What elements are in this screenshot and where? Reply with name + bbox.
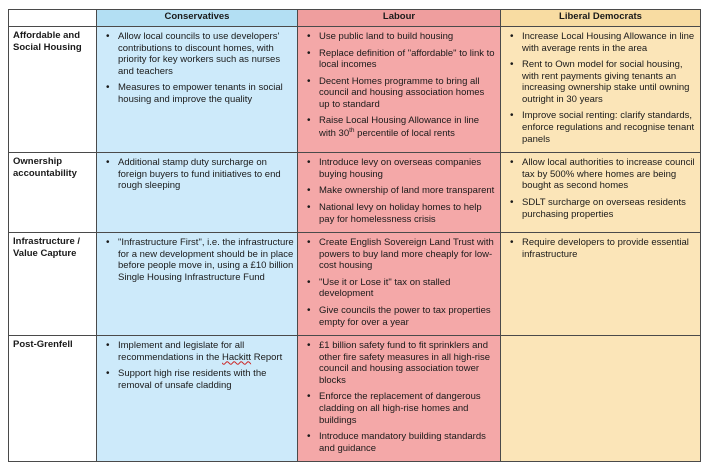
conservatives-cell bbox=[97, 27, 298, 153]
policy-item: • Create English Sovereign Land Trust with powers to buy land more cheaply for low-cost housing bbox=[301, 237, 497, 272]
labour-cell bbox=[298, 336, 501, 462]
policy-item bbox=[301, 115, 497, 139]
policy-item bbox=[100, 340, 294, 363]
policy-item: • £1 billion safety fund to fit sprinklers and other fire safety measures in all high-rise council and housing association tower blocks bbox=[301, 340, 497, 386]
policy-item: • Make ownership of land more transparent bbox=[301, 185, 497, 197]
libdems-cell-empty bbox=[501, 336, 701, 462]
policy-text: percentile of local rents bbox=[354, 128, 455, 140]
policy-item: • Measures to empower tenants in social housing and improve the quality bbox=[100, 82, 294, 105]
row-label: Infrastructure / Value Capture bbox=[9, 233, 97, 336]
policy-item: • Support high rise residents with the removal of unsafe cladding bbox=[100, 368, 294, 391]
policy-text: Raise Local Housing Allowance in line with 30 bbox=[319, 115, 480, 140]
policy-item: • Increase Local Housing Allowance in line with average rents in the area bbox=[504, 31, 697, 54]
labour-cell bbox=[298, 153, 501, 233]
policy-item: • Rent to Own model for social housing, with rent payments giving tenants an increasing ownership stake until owning outright in 30 years bbox=[504, 59, 697, 105]
policy-item: • SDLT surcharge on overseas residents purchasing properties bbox=[504, 197, 697, 220]
conservatives-cell bbox=[97, 153, 298, 233]
policy-text: Implement and legislate for all recommendations in the bbox=[118, 340, 245, 363]
row-label: Ownership accountability bbox=[9, 153, 97, 233]
row-label: Post-Grenfell bbox=[9, 336, 97, 462]
row-affordable-social-housing bbox=[9, 27, 701, 153]
header-conservatives: Conservatives bbox=[97, 10, 298, 27]
libdems-cell bbox=[501, 233, 701, 336]
policy-item: • Require developers to provide essential infrastructure bbox=[504, 237, 697, 260]
header-row bbox=[9, 10, 701, 27]
housing-policy-comparison-table bbox=[8, 9, 701, 462]
policy-item: • Use public land to build housing bbox=[301, 31, 497, 43]
policy-item: • Introduce mandatory building standards and guidance bbox=[301, 431, 497, 454]
policy-item: • Introduce levy on overseas companies buying housing bbox=[301, 157, 497, 180]
corner-cell bbox=[9, 10, 97, 27]
row-label: Affordable and Social Housing bbox=[9, 27, 97, 153]
policy-item: • Enforce the replacement of dangerous cladding on all high-rise homes and buildings bbox=[301, 391, 497, 426]
policy-item: • Replace definition of "affordable" to link to local incomes bbox=[301, 48, 497, 71]
conservatives-cell bbox=[97, 336, 298, 462]
row-post-grenfell bbox=[9, 336, 701, 462]
spellcheck-marked-word: Hackitt bbox=[222, 351, 252, 363]
policy-text: Report bbox=[251, 351, 283, 363]
policy-item: • National levy on holiday homes to help pay for homelessness crisis bbox=[301, 202, 497, 225]
labour-cell bbox=[298, 233, 501, 336]
policy-item: • Give councils the power to tax properties empty for over a year bbox=[301, 305, 497, 328]
policy-item: • Improve social renting: clarify standards, enforce regulations and recognise tenant panels bbox=[504, 110, 697, 145]
row-ownership-accountability bbox=[9, 153, 701, 233]
policy-item: • Additional stamp duty surcharge on foreign buyers to fund initiatives to end rough sleeping bbox=[100, 157, 294, 192]
labour-cell bbox=[298, 27, 501, 153]
policy-item: • Allow local councils to use developers' contributions to discount homes, with priority for key workers such as nurses and teachers bbox=[100, 31, 294, 77]
ordinal-suffix: th bbox=[349, 127, 355, 135]
header-labour: Labour bbox=[298, 10, 501, 27]
conservatives-cell bbox=[97, 233, 298, 336]
policy-item: • Decent Homes programme to bring all council and housing association homes up to standard bbox=[301, 76, 497, 111]
header-libdems: Liberal Democrats bbox=[501, 10, 701, 27]
row-infrastructure-value-capture bbox=[9, 233, 701, 336]
libdems-cell bbox=[501, 27, 701, 153]
policy-item: • Allow local authorities to increase council tax by 500% where homes are being bought as second homes bbox=[504, 157, 697, 192]
libdems-cell bbox=[501, 153, 701, 233]
policy-item: • "Use it or Lose it" tax on stalled development bbox=[301, 277, 497, 300]
policy-item: • "Infrastructure First", i.e. the infrastructure for a new development should be in place before people move in, using a £10 billion Single Housing Infrastructure Fund bbox=[100, 237, 294, 283]
